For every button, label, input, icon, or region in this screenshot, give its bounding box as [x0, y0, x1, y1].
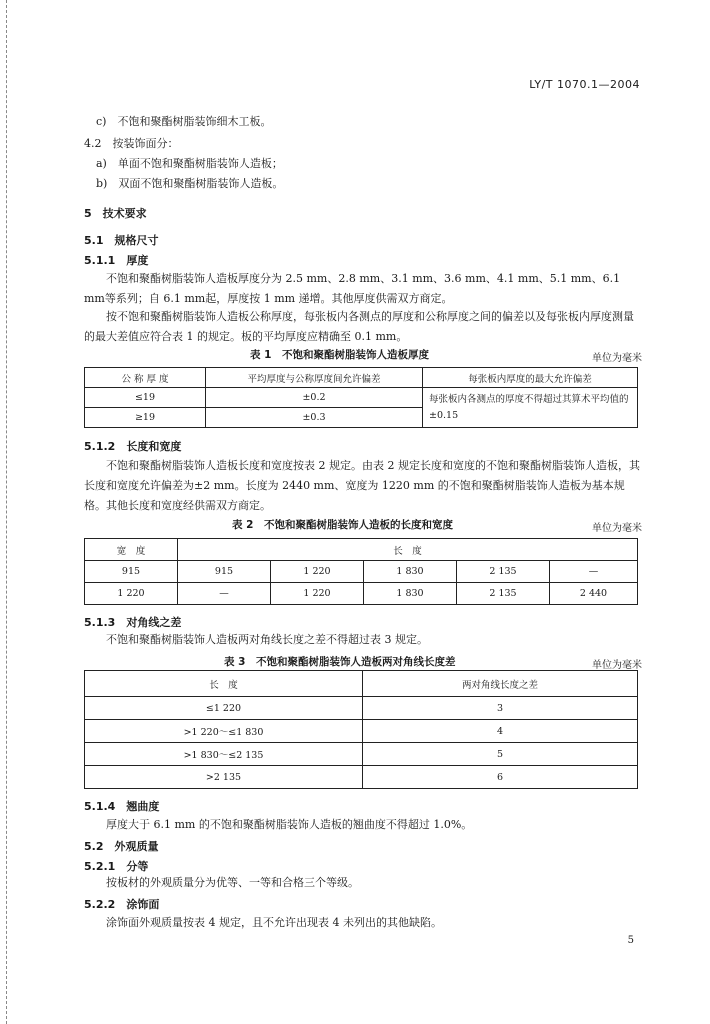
section-title: 涂饰面 — [126, 898, 160, 911]
table-cell: 915 — [85, 561, 178, 583]
table-cell: 3 — [363, 697, 638, 720]
list-item-b: b) 双面不饱和聚酯树脂装饰人造板。 — [96, 177, 284, 190]
section-number: 5.1.4 — [84, 800, 116, 813]
list-item-a: a) 单面不饱和聚酯树脂装饰人造板； — [96, 157, 283, 170]
table-cell: 1 830 — [364, 583, 457, 605]
table-cell: 4 — [363, 720, 638, 743]
paragraph-thickness: 不饱和聚酯树脂装饰人造板厚度分为 2.5 mm、2.8 mm、3.1 mm、3.6 mm、4.1 mm、5.1 mm、6.1 mm等系列；自 6.1 mm起，厚度按 1 mm 递增。其他厚度供需双方商定。 — [84, 272, 621, 305]
table-row — [85, 766, 638, 789]
table-cell: >1 220～≤1 830 — [85, 720, 363, 743]
table-row — [85, 583, 638, 605]
table-cell: — — [550, 561, 638, 583]
table-cell: ≤1 220 — [85, 697, 363, 720]
section-title: 厚度 — [126, 254, 149, 267]
section-title: 长度和宽度 — [126, 440, 182, 453]
table-cell: ≥19 — [85, 408, 206, 428]
table-header: 长 度 — [85, 671, 363, 697]
table-header: 宽 度 — [85, 539, 178, 561]
paragraph-coating: 涂饰面外观质量按表 4 规定，且不允许出现表 4 未列出的其他缺陷。 — [106, 916, 442, 929]
table-cell-merged-note: 每张板内各测点的厚度不得超过其算术平均值的±0.15 — [423, 388, 638, 428]
section-number: 5.2.1 — [84, 860, 116, 873]
table-2 — [84, 538, 638, 605]
section-number: 5.1.2 — [84, 440, 116, 453]
table-row — [85, 561, 638, 583]
table-cell: — — [178, 583, 271, 605]
page-number: 5 — [627, 935, 634, 946]
section-5-2-2-heading — [84, 896, 159, 912]
standard-number: LY/T 1070.1—2004 — [529, 78, 640, 91]
table-3 — [84, 670, 638, 789]
section-title: 对角线之差 — [126, 616, 182, 629]
paragraph-grading: 按板材的外观质量分为优等、一等和合格三个等级。 — [106, 876, 359, 889]
section-title: 分等 — [126, 860, 149, 873]
section-5-1-heading: 5.1 规格尺寸 — [84, 234, 159, 247]
table-cell: ≤19 — [85, 388, 206, 408]
paragraph-warp: 厚度大于 6.1 mm 的不饱和聚酯树脂装饰人造板的翘曲度不得超过 1.0%。 — [106, 818, 473, 831]
table-cell: 915 — [178, 561, 271, 583]
table-row — [85, 743, 638, 766]
table-cell: ±0.2 — [206, 388, 423, 408]
section-number: 5.1.1 — [84, 254, 116, 267]
table-1-unit: 单位为毫米 — [592, 353, 642, 364]
table-cell: 2 135 — [457, 583, 550, 605]
table-cell: ±0.3 — [206, 408, 423, 428]
table-2-unit: 单位为毫米 — [592, 523, 642, 534]
table-1-title: 表 1 不饱和聚酯树脂装饰人造板厚度 — [250, 349, 429, 361]
paragraph-length-width: 不饱和聚酯树脂装饰人造板长度和宽度按表 2 规定。由表 2 规定长度和宽度的不饱和聚酯树脂装饰人造板，其长度和宽度允许偏差为±2 mm。长度为 2440 mm、宽度为 1220 mm 的不饱和聚酯树脂装饰人造板为基本规格。其他长度和宽度经供需双方商定。 — [84, 459, 640, 512]
table-3-title: 表 3 不饱和聚酯树脂装饰人造板两对角线长度差 — [224, 656, 456, 668]
section-5-1-3-heading — [84, 614, 181, 630]
scan-edge — [6, 0, 7, 1024]
section-number: 5.1.3 — [84, 616, 116, 629]
table-row — [85, 720, 638, 743]
table-cell: 1 220 — [85, 583, 178, 605]
table-cell: 1 220 — [271, 583, 364, 605]
paragraph-diagonal: 不饱和聚酯树脂装饰人造板两对角线长度之差不得超过表 3 规定。 — [106, 633, 428, 646]
table-cell: 2 135 — [457, 561, 550, 583]
table-header: 平均厚度与公称厚度间允许偏差 — [206, 368, 423, 388]
table-2-title: 表 2 不饱和聚酯树脂装饰人造板的长度和宽度 — [232, 519, 453, 531]
section-number: 5.2.2 — [84, 898, 116, 911]
table-cell: 5 — [363, 743, 638, 766]
section-5-1-1-heading — [84, 252, 148, 268]
table-3-unit: 单位为毫米 — [592, 660, 642, 671]
table-cell: 1 220 — [271, 561, 364, 583]
section-5-1-4-heading — [84, 798, 159, 814]
table-1 — [84, 367, 638, 428]
section-5-heading: 5 技术要求 — [84, 207, 147, 220]
table-row — [85, 697, 638, 720]
list-item-c: c) 不饱和聚酯树脂装饰细木工板。 — [96, 115, 272, 128]
table-cell: >1 830～≤2 135 — [85, 743, 363, 766]
table-cell: 6 — [363, 766, 638, 789]
section-5-1-2-heading — [84, 438, 181, 454]
table-header: 每张板内厚度的最大允许偏差 — [423, 368, 638, 388]
section-title: 翘曲度 — [126, 800, 160, 813]
table-header: 长 度 — [178, 539, 638, 561]
paragraph-thickness-deviation: 按不饱和聚酯树脂装饰人造板公称厚度，每张板内各测点的厚度和公称厚度之间的偏差以及每张板内厚度测量的最大差值应符合表 1 的规定。板的平均厚度应精确至 0.1 mm。 — [84, 310, 634, 343]
table-cell: >2 135 — [85, 766, 363, 789]
section-5-2-heading: 5.2 外观质量 — [84, 840, 159, 853]
table-cell: 2 440 — [550, 583, 638, 605]
section-4-2-heading: 4.2 按装饰面分： — [84, 137, 179, 150]
table-header: 两对角线长度之差 — [363, 671, 638, 697]
table-header: 公 称 厚 度 — [85, 368, 206, 388]
section-5-2-1-heading — [84, 858, 148, 874]
table-row — [85, 388, 638, 408]
table-cell: 1 830 — [364, 561, 457, 583]
